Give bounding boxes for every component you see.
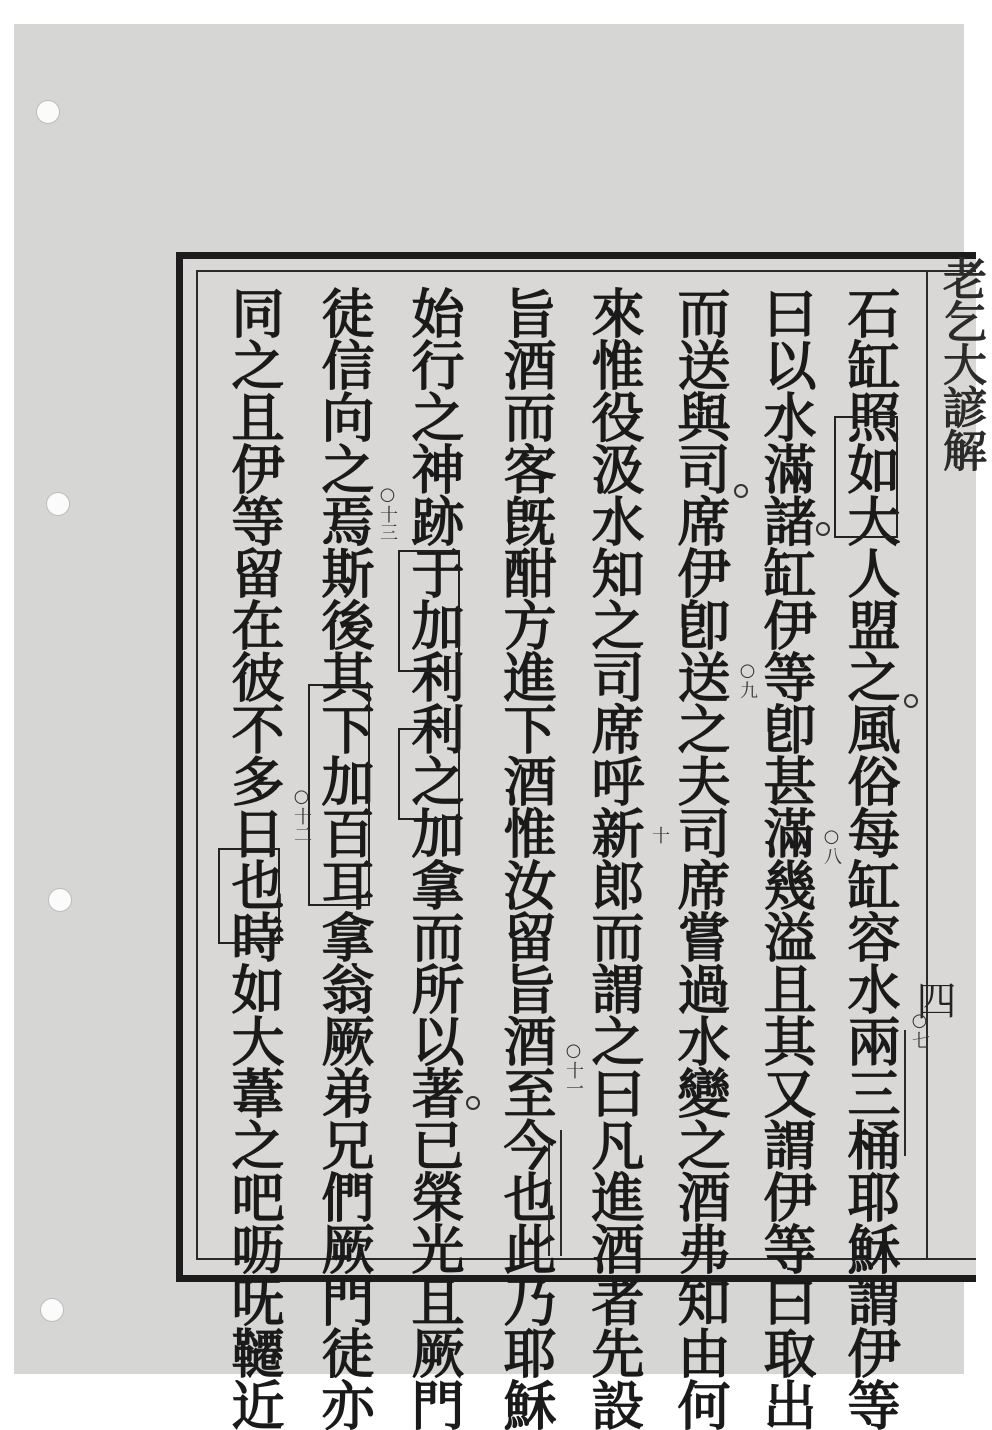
name-underline xyxy=(560,1130,562,1256)
binder-hole-2 xyxy=(46,492,70,516)
text-column-1: 石缸照如大人盟之風俗每缸容水兩三桶耶穌謂伊等 xyxy=(839,286,901,1430)
header-rule xyxy=(926,270,928,1260)
name-box xyxy=(218,848,280,944)
name-box xyxy=(398,550,460,672)
binder-hole-4 xyxy=(40,1298,64,1322)
binder-hole-1 xyxy=(36,100,60,124)
name-box xyxy=(398,728,460,820)
circle-mark xyxy=(904,694,918,708)
circle-mark xyxy=(734,484,748,498)
name-box xyxy=(834,416,898,538)
note-mark: ○十二 xyxy=(291,786,312,843)
circle-mark xyxy=(466,1096,480,1110)
note-mark: ○十一 xyxy=(563,1040,584,1097)
text-column-8: 同之且伊等留在彼不多日也時如大葦之吧呖呒韆近 xyxy=(223,286,285,1430)
text-column-2: 曰以水滿諸缸伊等卽甚滿幾溢且其又謂伊等曰取出 xyxy=(755,286,817,1430)
binder-hole-3 xyxy=(48,888,72,912)
circle-mark xyxy=(816,522,830,536)
text-column-4: 來惟役汲水知之司席呼新郎而謂之曰凡進酒者先設 xyxy=(583,286,645,1430)
note-mark: 十 xyxy=(649,826,670,844)
name-box xyxy=(308,684,370,906)
header-title: 老乞大諺解 xyxy=(935,256,986,471)
text-column-5: 旨酒而客旣酣方進下酒惟汝留旨酒至今也此乃耶穌 xyxy=(495,286,557,1430)
note-mark: ○十三 xyxy=(377,484,398,541)
note-mark: ○九 xyxy=(737,660,758,699)
page-number: 四 xyxy=(910,980,956,1020)
text-column-7: 徒信向之焉斯後其下加百耳拿翁厥弟兄們厥門徒亦 xyxy=(313,286,375,1430)
name-underline xyxy=(548,1140,550,1256)
text-column-6: 始行之神跡于加利利之加拿而所以著已榮光且厥門 xyxy=(403,286,465,1430)
text-column-3: 而送與司席伊卽送之夫司席嘗過水變之酒弗知由何 xyxy=(669,286,731,1430)
note-mark: ○七 xyxy=(909,1010,930,1049)
note-mark: ○八 xyxy=(821,826,842,865)
running-header xyxy=(930,256,986,676)
